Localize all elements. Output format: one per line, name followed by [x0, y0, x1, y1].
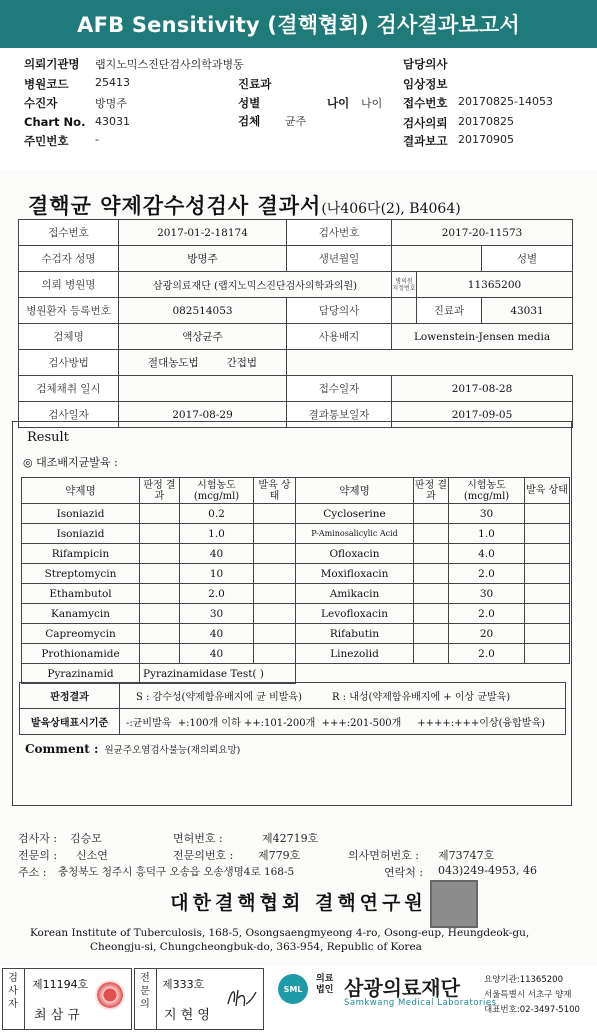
specimen-name-label: 검체명: [19, 324, 119, 350]
spec-license-label: 전문의번호 :: [173, 849, 234, 862]
form-subtitle: (나406다(2), B4064): [321, 201, 461, 217]
drug-conc-left: 0.2: [180, 504, 254, 524]
institute-name: 대한결핵협회 결핵연구원: [170, 892, 427, 914]
request-date-value: 20170825: [458, 115, 514, 128]
reg-value: 082514053: [119, 298, 287, 324]
drug-judge-right: [414, 624, 449, 644]
method-value: [119, 350, 287, 376]
hospital-code-value: 25413: [95, 76, 130, 89]
drug-judge-right: [414, 524, 449, 544]
conc-header-right: 시험농도 (mcg/ml): [449, 478, 525, 504]
specimen-label: 검체: [238, 114, 261, 128]
receipt-no-label: 접수번호: [403, 96, 448, 110]
result-label: Result: [27, 430, 69, 445]
doctor-label-cell: 담당의사: [287, 298, 392, 324]
drug-conc-right: 20: [449, 624, 525, 644]
drug-row: [22, 644, 570, 664]
drug-judge-right: [414, 564, 449, 584]
drug-name-left: Isoniazid: [22, 524, 140, 544]
judge-r: R : 내성(약제함유배지에 + 이상 균발육): [331, 692, 511, 703]
hospital-label: 의뢰 병원명: [19, 272, 119, 298]
growth-header-right: 발육 상태: [525, 478, 570, 504]
tester-divider: [24, 968, 25, 1030]
contact-value: 043)249-4953, 46: [438, 864, 537, 877]
license-value: 제42719호: [262, 832, 319, 845]
drug-judge-left: [140, 624, 180, 644]
accept-no-value: 2017-01-2-18174: [119, 220, 287, 246]
rrn-value: -: [95, 133, 99, 146]
legal-prefix: 의료법인: [316, 974, 334, 995]
drug-name-left: Streptomycin: [22, 564, 140, 584]
spec-license-value: 제779호: [258, 849, 301, 862]
drug-name-left: Rifampicin: [22, 544, 140, 564]
drug-judge-left: [140, 604, 180, 624]
judge-s: S : 감수성(약제함유배지에 균 비발육): [136, 692, 302, 703]
method-2: 간접법: [226, 357, 258, 369]
request-org-label: 의뢰기관명: [24, 57, 80, 71]
collect-value: [119, 376, 287, 402]
pyrazinamidase-test: Pyrazinamidase Test( ): [140, 664, 296, 684]
clinical-info-label: 임상정보: [403, 77, 448, 91]
form-title-text: 결핵균 약제감수성검사 결과서: [28, 193, 322, 218]
drug-row: [22, 604, 570, 624]
drug-conc-right: 30: [449, 584, 525, 604]
age-label: 나이: [327, 96, 350, 110]
drug-growth-left: [254, 564, 296, 584]
doctor-label: 담당의사: [403, 57, 448, 71]
conc-header-left: 시험농도 (mcg/ml): [180, 478, 254, 504]
test-date-value: 2017-08-29: [119, 402, 287, 428]
tester-name-footer: 최 삼 규: [34, 1008, 80, 1023]
drug-name-right: Amikacin: [296, 584, 414, 604]
institute-address-line1: Korean Institute of Tuberculosis, 168-5, Osongsaengmyeong 4-ro, Osong-eup, Heungdeok-gu,: [30, 927, 530, 939]
receipt-date-label: 접수일자: [287, 376, 392, 402]
hosp-code-label: 병의원 지정번호: [392, 272, 417, 298]
specialist-no: 제333호: [162, 978, 205, 991]
drug-growth-right: [525, 604, 570, 624]
drug-name-right: Levofloxacin: [296, 604, 414, 624]
drug-conc-right: 4.0: [449, 544, 525, 564]
specialist-name-footer: 지 현 영: [164, 1008, 210, 1023]
drug-growth-right: [525, 644, 570, 664]
pyrazinamid-name: Pyrazinamid: [22, 664, 140, 684]
method-blank: [287, 350, 573, 376]
drug-judge-right: [414, 504, 449, 524]
signature-icon: [224, 984, 258, 1010]
receipt-date-value: 2017-08-28: [392, 376, 573, 402]
judge-header-right: 판정 결과: [414, 479, 448, 502]
patient-header: [0, 50, 597, 156]
dept-value-cell: 43031: [482, 298, 573, 324]
growth-legend: -:균비발육 +:100개 이하 ++:101-200개 +++:201-500개 ++++:+++이상(융합발육): [120, 709, 566, 735]
drug-conc-left: 10: [180, 564, 254, 584]
drug-growth-left: [254, 504, 296, 524]
comment-label: Comment :: [25, 742, 99, 756]
drug-conc-left: 30: [180, 604, 254, 624]
judge-legend: [120, 683, 566, 709]
address-value: 충청북도 청주시 흥덕구 오송읍 오송생명4로 168-5: [58, 866, 295, 878]
drug-name-right: Rifabutin: [296, 624, 414, 644]
patient-info-table: [18, 219, 573, 428]
drug-conc-right: 2.0: [449, 604, 525, 624]
drug-judge-left: [140, 524, 180, 544]
institute-address-line2: Cheongju-si, Chungcheongbuk-do, 363-954, Republic of Korea: [90, 941, 422, 953]
dept-label-cell: 진료과: [417, 298, 482, 324]
comment-text: 원균주오염검사불능(재의뢰요망): [104, 745, 241, 756]
test-date-label: 검사일자: [19, 402, 119, 428]
drug-growth-left: [254, 624, 296, 644]
drug-judge-right: [414, 604, 449, 624]
method-1: 절대농도법: [147, 357, 199, 369]
drug-name-right: Linezolid: [296, 644, 414, 664]
judge-header-left: 판정 결과: [140, 478, 180, 504]
drug-judge-left: [140, 584, 180, 604]
doc-license-label: 의사면허번호 :: [348, 849, 419, 862]
drug-judge-left: [140, 564, 180, 584]
collect-label: 검체채취 일시: [19, 376, 119, 402]
name-label: 수검자 성명: [19, 246, 119, 272]
chart-no-value: 43031: [95, 115, 130, 128]
specimen-value: 균주: [285, 115, 307, 128]
accept-no-label: 접수번호: [19, 220, 119, 246]
drug-name-left: Ethambutol: [22, 584, 140, 604]
drug-row: [22, 544, 570, 564]
drug-row: [22, 524, 570, 544]
drug-growth-right: [525, 564, 570, 584]
drug-judge-left: [140, 544, 180, 564]
birth-label: 생년월일: [287, 246, 392, 272]
doc-license-value: 제73747호: [438, 849, 495, 862]
report-date-value: 20170905: [458, 133, 514, 146]
birth-value: [392, 246, 482, 272]
growth-header-left: 발육 상태: [254, 478, 296, 504]
hosp-code-value: 11365200: [417, 272, 573, 298]
drug-growth-right: [525, 524, 570, 544]
request-date-label: 검사의뢰: [403, 116, 448, 130]
drug-growth-left: [254, 544, 296, 564]
drug-name-right: Moxifloxacin: [296, 564, 414, 584]
sex-label-cell: [482, 246, 573, 272]
drug-name-left: Capreomycin: [22, 624, 140, 644]
drug-growth-right: [525, 624, 570, 644]
drug-name-right: Ofloxacin: [296, 544, 414, 564]
specialist-tag: 전문의: [140, 973, 150, 1010]
drug-row: [22, 584, 570, 604]
institute-address-en: [30, 926, 590, 954]
sex-label: 성별: [238, 96, 261, 110]
scanned-result-form: [0, 170, 597, 1034]
control-growth-label: ◎ 대조배지균발육 :: [23, 456, 118, 469]
rrn-label: 주민번호: [24, 134, 69, 148]
specialist-divider: [156, 968, 157, 1030]
drug-growth-left: [254, 644, 296, 664]
drug-growth-left: [254, 604, 296, 624]
pyrazinamid-blank: [296, 664, 570, 684]
reg-label: 병원환자 등록번호: [19, 298, 119, 324]
drug-conc-right: 2.0: [449, 564, 525, 584]
test-no-label: 검사번호: [287, 220, 392, 246]
sex-label-text: 성별: [516, 253, 538, 265]
care-code: 요양기관:11365200: [484, 975, 563, 985]
drug-name-left: Prothionamide: [22, 644, 140, 664]
tester-label: 검사자 :: [18, 832, 58, 845]
drug-judge-right: [414, 644, 449, 664]
drug-conc-left: 40: [180, 544, 254, 564]
patient-label: 수진자: [24, 96, 58, 110]
drug-row: [22, 564, 570, 584]
dept-label: 진료과: [238, 77, 272, 91]
footer-address: 서울특별시 서초구 양재: [484, 990, 572, 1000]
drug-growth-left: [254, 524, 296, 544]
drug-conc-right: 2.0: [449, 644, 525, 664]
name-value: 방명주: [119, 246, 287, 272]
form-title: [28, 190, 461, 220]
drug-name-left: Kanamycin: [22, 604, 140, 624]
specialist-name: 신소연: [76, 849, 108, 862]
notify-date-label: 결과통보일자: [287, 402, 392, 428]
drug-name-left: Isoniazid: [22, 504, 140, 524]
specimen-name-value: 액상균주: [119, 324, 287, 350]
footer-signature-bar: [0, 966, 597, 1034]
drug-conc-left: 40: [180, 644, 254, 664]
pyrazinamid-row: [22, 664, 570, 684]
drug-judge-right: [414, 544, 449, 564]
doctor-value-cell: [392, 298, 417, 324]
address-label: 주소 :: [18, 866, 47, 879]
hospital-value: 삼광의료재단 (랩지노믹스진단검사의학과의원): [119, 272, 392, 298]
susceptibility-body: [22, 504, 570, 684]
drug-judge-right: [414, 584, 449, 604]
judge-label: 판정결과: [20, 683, 120, 709]
receipt-no-value: 20170825-14053: [458, 95, 553, 108]
drug-header-right: 약제명: [296, 478, 414, 504]
drug-growth-left: [254, 584, 296, 604]
tester-tag: 검사자: [8, 973, 18, 1010]
notify-date-value: 2017-09-05: [392, 402, 573, 428]
drug-growth-right: [525, 584, 570, 604]
tester-name: 김승모: [70, 832, 102, 845]
drug-conc-right: 30: [449, 504, 525, 524]
medium-value: Lowenstein-Jensen media: [392, 324, 573, 350]
comment-line: [25, 742, 240, 756]
chart-no-label: Chart No.: [24, 115, 86, 129]
brand-name: 삼광의료재단: [344, 976, 460, 1000]
drug-header-left: 약제명: [22, 478, 140, 504]
drug-conc-left: 40: [180, 624, 254, 644]
judgement-legend-table: [19, 682, 566, 735]
drug-row: [22, 504, 570, 524]
test-no-value: 2017-20-11573: [392, 220, 573, 246]
footer-phone: 대표번호:02-3497-5100: [484, 1005, 580, 1015]
drug-growth-right: [525, 544, 570, 564]
age-value: 나이: [361, 97, 383, 110]
drug-conc-right: 1.0: [449, 524, 525, 544]
result-section: [12, 421, 572, 806]
drug-conc-left: 1.0: [180, 524, 254, 544]
patient-value: 방명주: [95, 97, 127, 110]
medium-label: 사용배지: [287, 324, 392, 350]
specialist-label: 전문의 :: [18, 849, 58, 862]
brand-name-en: Samkwang Medical Laboratories: [344, 998, 497, 1008]
drug-judge-left: [140, 644, 180, 664]
drug-name-right: Cycloserine: [296, 504, 414, 524]
report-banner-title: AFB Sensitivity (결핵협회) 검사결과보고서: [0, 0, 597, 48]
contact-label: 연락처 :: [384, 866, 424, 879]
drug-growth-right: [525, 504, 570, 524]
hospital-code-label: 병원코드: [24, 77, 69, 91]
growth-legend-label: 발육상태표시기준: [20, 709, 120, 735]
drug-conc-left: 2.0: [180, 584, 254, 604]
tester-seal-icon: [95, 980, 125, 1010]
request-org-value: 랩지노믹스진단검사의학과병동: [95, 58, 244, 71]
sml-logo-icon: SML: [278, 974, 308, 1004]
license-label: 면허번호 :: [173, 832, 223, 845]
drug-judge-left: [140, 504, 180, 524]
tester-no: 제11194호: [32, 978, 89, 991]
report-date-label: 결과보고: [403, 134, 448, 148]
drug-name-right: P-Aminosalicylic Acid: [296, 524, 414, 544]
method-label: 검사방법: [19, 350, 119, 376]
susceptibility-table: [21, 477, 570, 684]
drug-row: [22, 624, 570, 644]
